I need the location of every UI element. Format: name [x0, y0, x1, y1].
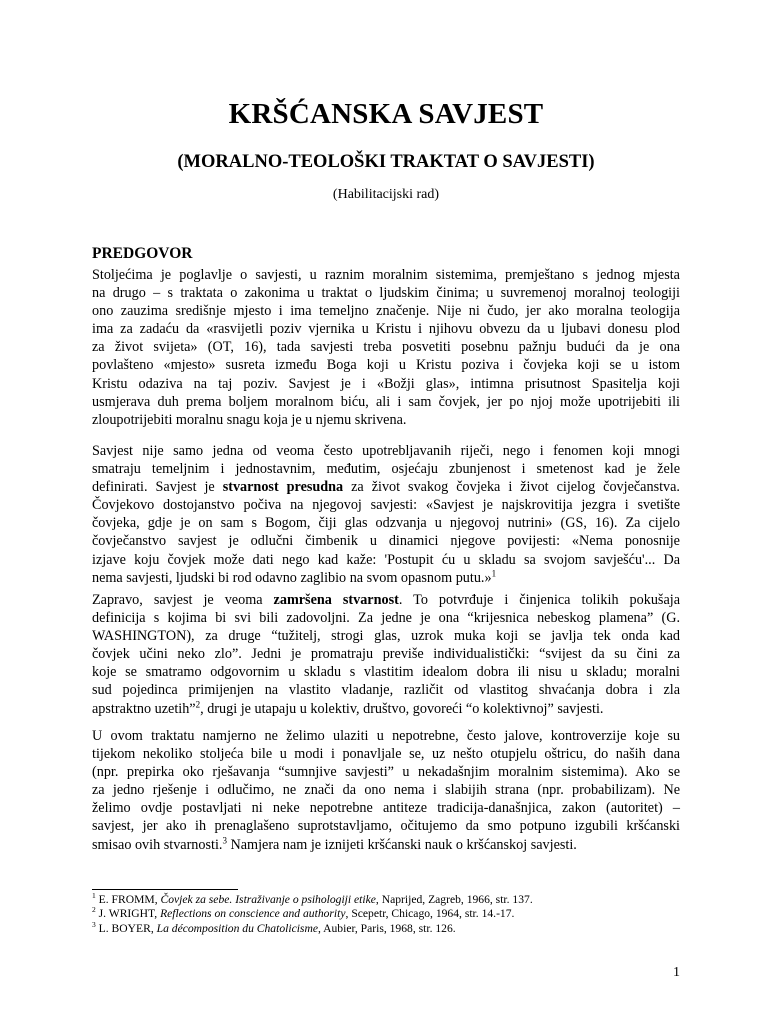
footnote-text: , Aubier, Paris, 1968, str. 126.: [317, 921, 456, 935]
text-run: . To potvrđuje i činjenica tolikih pokušaja: [398, 592, 680, 608]
text-line: čovjeka, gdje je on sam s Bogom, čiji glas odzvanja u njegovoj nutrini» (GS, 16). Za cijelo: [92, 515, 680, 532]
section-heading: PREDGOVOR: [92, 245, 193, 262]
footnote-ref[interactable]: 2: [195, 698, 201, 709]
text-line: čovjek učini neko zlo”. Jedni je promatraju previše individualistički: “svijest da su čini za: [92, 646, 680, 663]
text-line: za život svijeta» (OT, 16), tada savjesti treba posvetiti posebnu pažnju budući da je ona: [92, 339, 680, 356]
text-line: [92, 700, 680, 718]
text-run: smisao ovih stvarnosti.: [92, 836, 223, 853]
text-line: koje se smatramo odgovornim u skladu s vlastitim idealom dobra ili nisu u skladu; moralni: [92, 664, 680, 681]
footnote-ref[interactable]: 1: [491, 567, 497, 578]
text-run: nema savjesti, ljudski bi rod odavno zaglibio na svom opasnom putu.»: [92, 569, 492, 586]
footnote-number: 1: [92, 891, 96, 901]
document-type-note: (Habilitacijski rad): [332, 187, 440, 202]
page-number: 1: [673, 965, 680, 980]
text-run: apstraktno uzetih”: [92, 700, 196, 717]
text-run: , drugi je utapaju u kolektiv, društvo, govoreći “o kolektivnoj” savjesti.: [200, 700, 604, 717]
footnote-ref[interactable]: 3: [222, 834, 227, 845]
text-line: [92, 569, 680, 587]
document-subtitle: (MORALNO-TEOLOŠKI TRAKTAT O SAVJESTI): [177, 152, 595, 172]
footnotes: [92, 893, 680, 936]
text-run: za život svakog čovjeka i život cijelog čovječanstva.: [343, 479, 680, 496]
footnote-2: [92, 907, 680, 921]
text-line: Kristu odaziva na taj poziv. Savjest je i «Božji glas», intimna prisutnost Spasitelja koji: [92, 375, 680, 392]
footnote-title: Čovjek za sebe. Istraživanje o psihologiji etike: [160, 893, 376, 906]
emphasis-text: zamršena stvarnost: [273, 592, 399, 608]
paragraph-2: [92, 442, 680, 587]
text-line: Čovjekovo dostojanstvo počiva na njegovoj savjesti: «Savjest je najskrovitija jezgra i svetište: [92, 497, 680, 514]
text-line: želimo ovdje postavljati ni neke nepotrebne antiteze tradicija-današnjica, zakon (autoritet) –: [92, 800, 680, 817]
text-line: [92, 478, 680, 496]
text-line: (npr. prepirka oko rješavanja “sumnjive savjesti” u nekadašnjim moralnim sistemima). Ako se: [92, 764, 680, 781]
text-line: na drugo – s traktata o zakonima u traktat o ljudskim činima; u suvremenoj moralnoj teologiji: [92, 285, 680, 302]
document-title: KRŠĆANSKA SAVJEST: [228, 98, 544, 130]
text-line: zloupotrijebiti moralnu snagu koja je u njemu skrivena.: [92, 411, 407, 428]
text-line: Savjest nije samo jedna od veoma često upotrebljavanih riječi, nego i fenomen koji mnogi: [92, 443, 680, 459]
text-run: Zapravo, savjest je veoma: [92, 592, 274, 608]
footnote-text: , Scepetr, Chicago, 1964, str. 14.-17.: [345, 907, 515, 921]
text-line: WASHINGTON), za druge “tužitelj, strogi glas, uzrok muka koji se javlja tek onda kad: [92, 628, 680, 645]
text-run: definirati. Savjest je: [92, 479, 223, 496]
emphasis-text: stvarnost presudna: [222, 479, 344, 496]
text-line: usmjerava duh prema boljem moralnom biću, ali i sam čovjek, jer po njoj može upotrijebiti ili: [92, 393, 680, 410]
text-line: povlašteno «mjesto» susreta između Boga koji u Kristu poziva i čovjeka koji se u istom: [92, 357, 680, 374]
footnote-text: E. FROMM,: [95, 893, 161, 906]
text-line: sud pojedinca primijenjen na vlastito vladanje, različit od vlastitog shvaćanja dobra i zla: [92, 682, 680, 699]
text-line: za jedno rješenje i odlučimo, ne znači da ono nema i slabijih strana (npr. probabilizam). Ne: [92, 782, 680, 799]
text-line: savjest, jer ako ih prenaglašeno suprotstavljamo, očitujemo da smo potpuno izgubili kršćanski: [92, 818, 680, 835]
text-line: ono zauzima središnje mjesto i ima temeljno značenje. Nije ni čudo, jer ako moralna teologija: [92, 303, 680, 320]
text-line: [92, 836, 680, 854]
footnote-number: 2: [92, 905, 96, 915]
text-line: definicija s kojima bi svi bili zadovoljni. Za jedne je ona “krijesnica nebeskog plamena” (G.: [92, 610, 680, 627]
text-line: [92, 591, 680, 609]
footnote-text: , Naprijed, Zagreb, 1966, str. 137.: [375, 893, 533, 906]
footnote-title: La décomposition du Chatolicisme: [156, 921, 318, 935]
footnote-text: J. WRIGHT,: [95, 907, 161, 921]
paragraph-1: [92, 266, 680, 429]
text-line: U ovom traktatu namjerno ne želimo ulaziti u nepotrebne, često jalove, kontroverzije koje su: [92, 728, 680, 744]
text-line: čovječanstvo savjest je odlučni čimbenik u dinamici njegove povijesti: «Nema ponosnije: [92, 533, 680, 550]
paragraph-4: [92, 727, 680, 854]
text-line: izjave koju čovjek može dati nego kad kaže: 'Postupit ću u skladu sa svojom savješću'... Da: [92, 551, 680, 568]
paragraph-3: [92, 591, 680, 718]
text-line: tijekom nekoliko stoljeća bile u modi i ponavljale se, uz nešto otupjelu oštricu, do naših dana: [92, 746, 680, 763]
text-line: Stoljećima je poglavlje o savjesti, u raznim moralnim sistemima, premještano s jednog mjesta: [92, 267, 680, 283]
footnote-1: [92, 893, 680, 907]
text-line: smatraju temeljnim i jednostavnim, međutim, osjećaju zbunjenost i smetenost kad je žele: [92, 461, 680, 478]
footnote-3: [92, 919, 680, 936]
footnote-separator: [92, 889, 238, 890]
text-line: ima za zadaću da «rasvijetli poziv vjernika u Kristu i njihovu obvezu da u ljubavi donesu plod: [92, 321, 680, 338]
text-run: Namjera nam je iznijeti kršćanski nauk o kršćanskoj savjesti.: [226, 836, 577, 853]
footnote-text: L. BOYER,: [95, 921, 157, 935]
footnote-title: Reflections on conscience and authority: [160, 907, 346, 921]
footnote-number: 3: [92, 919, 96, 929]
